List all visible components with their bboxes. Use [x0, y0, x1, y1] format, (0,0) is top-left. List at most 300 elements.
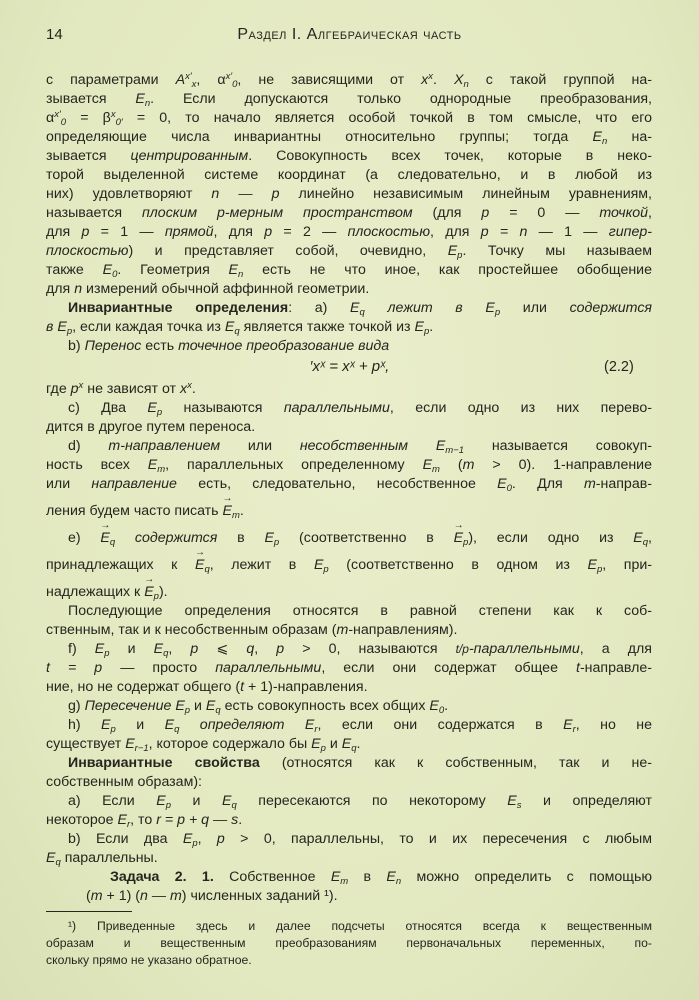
text-run: c) Два — [68, 400, 148, 416]
text-run: : а) — [288, 300, 351, 316]
text-run: α — [46, 110, 55, 126]
italic-text: p — [216, 831, 225, 847]
text-run: есть, следовательно, несобственное — [176, 476, 498, 492]
text-run: зывается — [46, 148, 131, 164]
text-run: в — [348, 869, 387, 885]
subscript: p — [66, 326, 73, 337]
italic-text: X — [453, 72, 464, 88]
text-run: , при- — [602, 557, 652, 573]
italic-text: E — [507, 793, 517, 809]
italic-text: в — [46, 319, 58, 335]
text-line — [46, 261, 652, 279]
vector-symbol: → E — [195, 558, 204, 572]
superscript: x′ — [185, 71, 192, 82]
text-run: для — [46, 281, 75, 297]
text-run: для — [46, 224, 82, 240]
text-run: , для — [430, 224, 481, 240]
text-run: , — [254, 641, 277, 657]
italic-text: параллельными — [283, 400, 390, 416]
italic-text: несобственным — [299, 438, 409, 454]
italic-text: E — [153, 641, 164, 657]
text-run: , α — [196, 72, 226, 88]
superscript: x′ — [225, 71, 233, 82]
italic-text: m — [462, 457, 475, 473]
italic-text: E — [429, 698, 439, 714]
text-line — [46, 166, 652, 184]
text-run: собственным образам): — [46, 774, 202, 790]
text-run: определяющие числа инвариантны относительно группы; тогда — [46, 129, 593, 145]
italic-text: m-направлением — [108, 438, 221, 454]
subscript: p — [165, 800, 172, 811]
text-run: — 1 — — [527, 224, 609, 240]
subscript: m — [157, 464, 166, 475]
subscript: n — [463, 79, 469, 90]
text-run: , для — [213, 224, 265, 240]
italic-text: E — [587, 557, 597, 573]
text-run: также — [46, 262, 103, 278]
text-run: , а для — [579, 641, 652, 657]
text-run: надлежащих к — [46, 584, 145, 600]
italic-text: плоскостью — [347, 224, 431, 240]
text-run: . — [191, 381, 196, 397]
text-line — [46, 456, 652, 474]
italic-text: содержится — [115, 530, 218, 546]
italic-text: E — [633, 530, 643, 546]
subscript: 0 — [438, 705, 445, 716]
subscript: q — [231, 800, 237, 811]
text-run: ления будем часто писать — [46, 503, 223, 519]
text-run: называется — [46, 205, 142, 221]
italic-text: лежит в — [364, 300, 486, 316]
subscript: r — [572, 724, 576, 735]
text-run: d) — [68, 438, 109, 454]
text-line — [46, 659, 652, 677]
text-run: ¹) Приведенные здесь и далее подсчеты относятся всегда к вещественным — [68, 919, 652, 933]
italic-text: p = n — [480, 224, 528, 240]
text-run: с такой группой на- — [468, 72, 652, 88]
italic-text: E — [156, 793, 166, 809]
italic-text: E — [228, 262, 238, 278]
page-number: 14 — [46, 26, 63, 43]
italic-text: t = p — [46, 660, 103, 676]
text-run: есть — [141, 338, 179, 354]
italic-text: E — [135, 91, 145, 107]
italic-text: E — [264, 530, 274, 546]
text-line — [68, 529, 652, 547]
text-run: и — [171, 793, 222, 809]
text-run: есть совокупность всех общих — [220, 698, 430, 714]
subscript: 0 — [112, 269, 118, 280]
subscript: p — [192, 838, 198, 849]
text-run: (для — [412, 205, 482, 221]
text-run: h) — [68, 717, 102, 733]
text-run: . — [429, 319, 434, 335]
text-run: и определяют — [521, 793, 653, 809]
text-run: (относятся как к собственным, так и не- — [259, 755, 652, 771]
text-line — [68, 792, 652, 810]
text-run: -направ- — [595, 476, 652, 492]
text-run: = 0 — — [489, 205, 600, 221]
text-line — [46, 204, 652, 222]
text-run: , которое содержало бы — [148, 736, 312, 752]
text-run — [284, 717, 304, 733]
superscript: x′ — [54, 109, 61, 120]
subscript: n — [238, 269, 244, 280]
text-line — [68, 918, 652, 934]
text-run: = 0, то начало является особой точкой в том смысле, что его — [122, 110, 652, 126]
italic-text: x — [421, 72, 429, 88]
text-line — [46, 418, 652, 436]
text-run: в — [217, 530, 265, 546]
italic-text: E — [57, 319, 67, 335]
text-run: b) — [68, 338, 85, 354]
text-run: торой выделенной системе координат (а следовательно, и в любой из — [46, 167, 652, 183]
text-run: линейно независимым линейным уравнениям, — [279, 186, 652, 202]
italic-text: m — [336, 622, 349, 638]
italic-text: E — [224, 319, 235, 335]
italic-text: p — [264, 224, 273, 240]
text-run: можно определить с помощью — [401, 869, 653, 885]
text-line — [46, 935, 652, 951]
text-run: -направле- — [579, 660, 652, 676]
subscript: m — [231, 510, 240, 521]
italic-text: E — [94, 641, 105, 657]
text-run: = β — [66, 110, 111, 126]
subscript: r — [126, 819, 131, 830]
text-run: + 1) ( — [102, 888, 141, 904]
italic-text: E — [102, 262, 113, 278]
text-run: , если они содержатся в — [317, 717, 564, 733]
italic-text: t — [240, 679, 245, 695]
text-run: ) и представляет собой, очевидно, — [128, 243, 448, 259]
text-run: и — [115, 717, 165, 733]
text-run: . Совокупность всех точек, которые в неко- — [248, 148, 652, 164]
text-line — [68, 299, 652, 317]
text-line — [46, 735, 652, 753]
italic-text: E — [222, 793, 232, 809]
text-run: ние, но не содержат общего ( — [46, 679, 241, 695]
text-run: с параметрами — [46, 72, 176, 88]
subscript: q — [163, 648, 169, 659]
italic-text: E — [125, 736, 135, 752]
italic-text: E — [422, 457, 433, 473]
text-line — [46, 147, 652, 165]
italic-text: E — [175, 698, 185, 714]
subscript: m — [432, 464, 440, 475]
subscript: 0′ — [115, 117, 123, 128]
text-line — [68, 640, 652, 658]
subscript: 0 — [60, 117, 67, 128]
text-run: , если они содержат общее — [321, 660, 576, 676]
subscript: p — [596, 564, 603, 575]
italic-text: n — [74, 281, 83, 297]
italic-text: t — [576, 660, 580, 676]
italic-text: -параллельными — [468, 641, 580, 657]
text-line — [46, 380, 652, 398]
italic-text: E — [117, 812, 127, 828]
subscript: n — [601, 136, 608, 147]
text-run: b) Если два — [68, 831, 183, 847]
fraction: t/p — [455, 642, 469, 656]
text-run: > 0). 1-направление — [474, 457, 652, 473]
italic-text: E — [147, 400, 157, 416]
italic-text: E — [341, 736, 352, 752]
italic-text: E — [386, 869, 396, 885]
text-run: а) Если — [68, 793, 157, 809]
subscript: q — [204, 564, 210, 575]
text-run: или — [46, 476, 92, 492]
italic-text: r = p + q — s — [156, 812, 239, 828]
italic-text: m — [90, 888, 103, 904]
subscript: s — [516, 800, 522, 811]
subscript: r — [314, 724, 318, 735]
text-line — [46, 109, 652, 127]
text-run: -направлениям). — [348, 622, 458, 638]
text-run: ), если одно из — [468, 530, 634, 546]
italic-text: E — [435, 438, 446, 454]
subscript: q — [234, 326, 240, 337]
text-line — [46, 475, 652, 493]
text-run: , параллельных определенному — [165, 457, 423, 473]
text-run: , если каждая точка из — [72, 319, 225, 335]
text-run — [408, 438, 436, 454]
bold-text: Задача 2. 1. — [110, 869, 214, 885]
text-run: параллельны. — [60, 850, 158, 866]
text-run: есть не что иное, как простейшее обобщение — [243, 262, 652, 278]
text-run: Собственное — [213, 869, 331, 885]
text-run: или — [220, 438, 300, 454]
text-run: где — [46, 381, 71, 397]
text-run: ⩽ — [198, 641, 247, 657]
subscript: q — [109, 537, 116, 548]
italic-text: n — m — [140, 888, 182, 904]
text-line — [46, 223, 652, 241]
italic-text: E — [101, 717, 111, 733]
text-run: . Для — [511, 476, 584, 492]
text-line — [68, 337, 652, 355]
vector-symbol: → E — [144, 585, 153, 599]
subscript: q — [642, 537, 649, 548]
subscript: q — [174, 724, 180, 735]
text-run: них) удовлетворяют — [46, 186, 212, 202]
subscript: q — [359, 307, 365, 318]
italic-text: m — [583, 476, 596, 492]
text-line — [46, 678, 652, 696]
text-run: (соответственно в — [279, 530, 454, 546]
superscript: x — [78, 380, 84, 391]
text-line — [46, 952, 652, 968]
subscript: 0 — [232, 79, 238, 90]
text-line — [46, 773, 652, 791]
text-run: , — [648, 205, 652, 221]
text-run: существует — [46, 736, 126, 752]
text-line — [46, 318, 652, 336]
subscript: p — [184, 705, 191, 716]
italic-text: E — [182, 831, 193, 847]
text-run: g) — [68, 698, 85, 714]
text-run: = 2 — — [272, 224, 348, 240]
text-line — [68, 399, 652, 417]
subscript: q — [55, 857, 61, 868]
text-run: ( — [86, 888, 91, 904]
text-run: ) численных заданий ¹). — [181, 888, 338, 904]
italic-text: E — [313, 557, 324, 573]
text-line — [68, 697, 652, 715]
italic-text: p — [70, 381, 79, 397]
text-run: = 1 — — [89, 224, 165, 240]
text-run: > 0, называются — [284, 641, 456, 657]
text-run: , не зависящими от — [237, 72, 422, 88]
text-run: измерений обычной аффинной геометрии. — [82, 281, 370, 297]
italic-text: E — [485, 300, 495, 316]
text-line — [46, 185, 652, 203]
italic-text: центрированным — [130, 148, 249, 164]
text-line — [46, 502, 652, 520]
italic-text: E — [563, 717, 573, 733]
subscript: p — [423, 326, 430, 337]
text-line — [68, 754, 652, 772]
italic-text: плоскостью — [46, 243, 129, 259]
italic-text: p — [190, 641, 199, 657]
italic-text: определяют — [179, 717, 285, 733]
text-run: . — [433, 72, 454, 88]
subscript: p — [110, 724, 116, 735]
text-run: , то — [130, 812, 157, 828]
italic-text: x — [180, 381, 188, 397]
italic-text: E — [414, 319, 424, 335]
equation-number: (2.2) — [604, 359, 634, 375]
italic-text: E — [46, 850, 56, 866]
text-run: некоторое — [46, 812, 118, 828]
subscript: p — [156, 407, 163, 418]
text-line — [68, 437, 652, 455]
subscript: m — [340, 876, 349, 887]
text-run: принадлежащих к — [46, 557, 195, 573]
subscript: x — [191, 79, 197, 90]
text-line — [68, 602, 652, 620]
text-line — [46, 90, 652, 108]
text-run: или — [500, 300, 570, 316]
text-run: + 1)-направления. — [244, 679, 368, 695]
text-run: . — [444, 698, 449, 714]
text-run: > 0, параллельны, то и их пересечения с любым — [224, 831, 652, 847]
vector-symbol: → E — [223, 504, 232, 518]
bold-text: Инвариантные свойства — [68, 755, 260, 771]
text-run: , если одно из них перево- — [389, 400, 652, 416]
subscript: p — [320, 743, 326, 754]
italic-text: E — [497, 476, 507, 492]
subscript: r−1 — [134, 743, 149, 754]
italic-text: p — [276, 641, 285, 657]
vector-symbol: → E — [454, 531, 463, 545]
text-line — [46, 556, 652, 574]
subscript: m−1 — [445, 445, 465, 456]
text-run: называются — [162, 400, 284, 416]
text-line — [46, 71, 652, 89]
text-run: и — [325, 736, 342, 752]
text-run: e) — [68, 530, 101, 546]
italic-text: содержится — [569, 300, 653, 316]
text-run: пересекаются по некоторому — [236, 793, 508, 809]
bold-text: Инвариантные определения — [68, 300, 289, 316]
italic-text: E — [330, 869, 341, 885]
superscript: x — [110, 109, 116, 120]
text-run: на- — [607, 129, 652, 145]
text-run: ). — [158, 584, 168, 600]
italic-text: E — [447, 243, 458, 259]
text-line — [46, 811, 652, 829]
italic-text: E — [350, 300, 360, 316]
subscript: q — [215, 705, 221, 716]
subscript: q — [351, 743, 357, 754]
italic-text: E — [164, 717, 175, 733]
italic-text: параллельными — [215, 660, 322, 676]
subscript: p — [457, 250, 463, 261]
text-run: Последующие определения относятся в равной степени как к соб- — [68, 603, 652, 619]
italic-text: плоским p-мерным пространством — [142, 205, 413, 221]
text-run: . — [239, 503, 244, 519]
text-run: f) — [68, 641, 95, 657]
text-run: зывается — [46, 91, 136, 107]
italic-text: E — [205, 698, 216, 714]
italic-text: p — [81, 224, 90, 240]
text-run: является также точкой из — [239, 319, 415, 335]
subscript: p — [323, 564, 329, 575]
italic-text: n — p — [211, 186, 280, 202]
text-run: , лежит в — [209, 557, 314, 573]
text-run: . — [356, 736, 361, 752]
text-run: ( — [439, 457, 463, 473]
text-line — [86, 887, 652, 905]
footnote-divider — [46, 911, 132, 912]
subscript: p — [273, 537, 280, 548]
superscript: x — [428, 71, 433, 82]
text-line — [46, 280, 652, 298]
text-line — [46, 242, 652, 260]
text-run: . Если допускаются только однородные преобразования, — [150, 91, 652, 107]
text-line — [68, 716, 652, 734]
text-run: . — [238, 812, 243, 828]
text-run: скольку прямо не указано обратное. — [46, 953, 252, 967]
italic-text: E — [147, 457, 158, 473]
running-title: Раздел I. Алгебраическая часть — [237, 26, 462, 43]
subscript: n — [144, 98, 151, 109]
text-run: и — [190, 698, 206, 714]
subscript: p — [153, 591, 159, 602]
italic-text: точкой — [599, 205, 649, 221]
subscript: 0 — [506, 483, 512, 494]
italic-text: прямой — [164, 224, 214, 240]
subscript: p — [463, 537, 469, 548]
italic-text: E — [311, 736, 321, 752]
italic-text: Пересечение — [84, 698, 172, 714]
text-line — [46, 621, 652, 639]
text-run: дится в другое путем переноса. — [46, 419, 256, 435]
subscript: p — [494, 307, 501, 318]
italic-text: q — [246, 641, 255, 657]
text-line — [46, 583, 652, 601]
italic-text: направление — [91, 476, 177, 492]
italic-text: гипер- — [608, 224, 652, 240]
text-run: , — [648, 530, 652, 546]
text-run: не зависят от — [83, 381, 180, 397]
italic-text: E — [592, 129, 602, 145]
subscript: p — [104, 648, 110, 659]
text-run: , — [168, 641, 191, 657]
text-line — [68, 830, 652, 848]
text-run: ственным, так и к несобственным образам ( — [46, 622, 337, 638]
text-run: ность всех — [46, 457, 148, 473]
